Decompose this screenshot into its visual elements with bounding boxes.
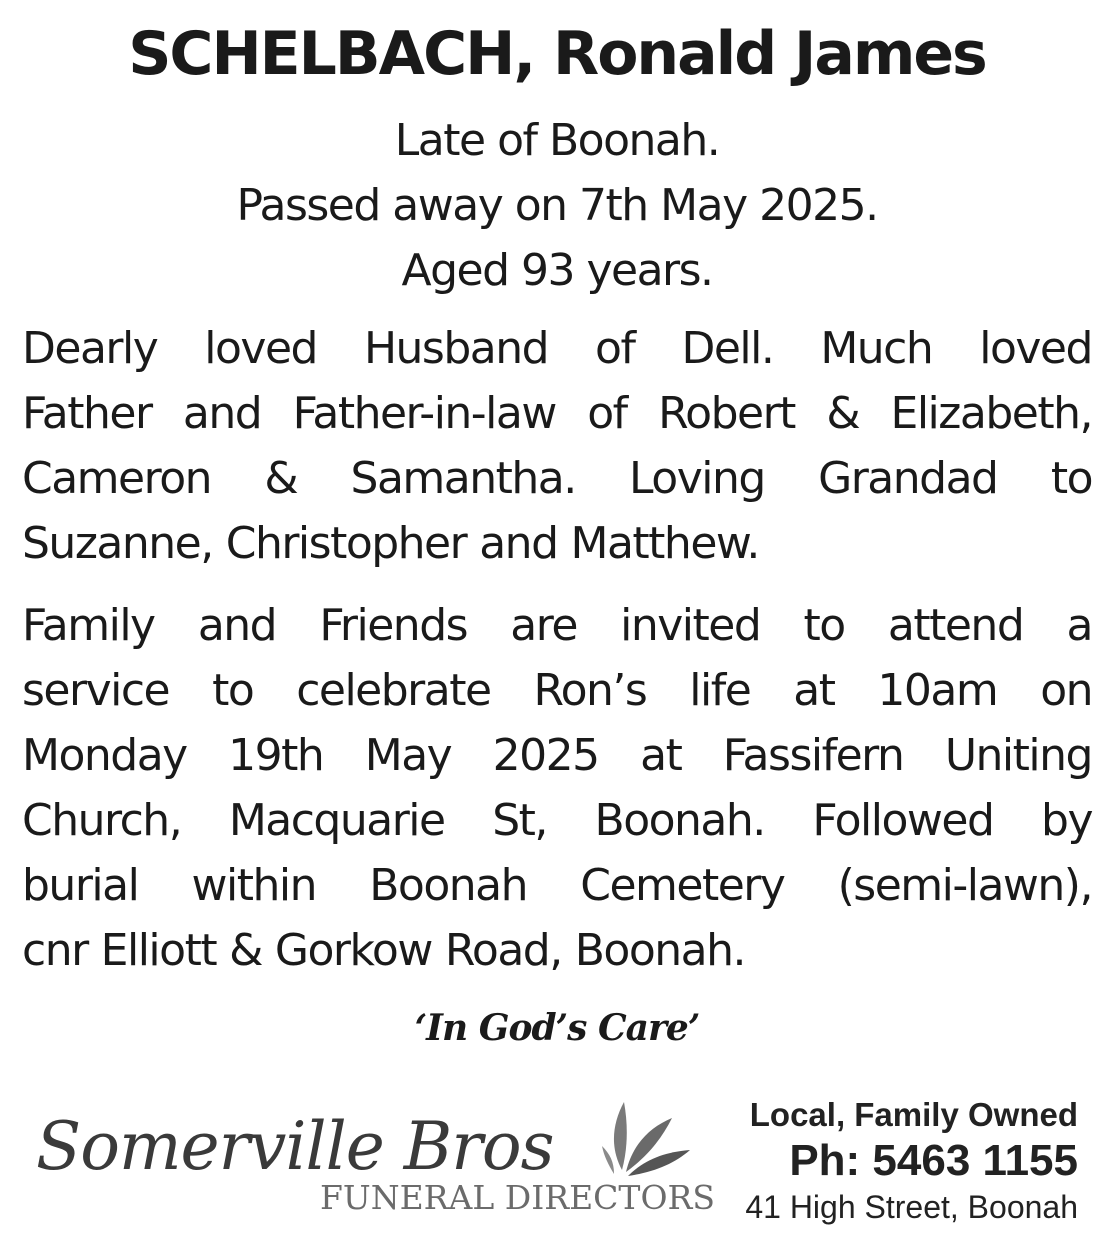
deceased-name: SCHELBACH, Ronald James — [128, 19, 986, 89]
word: Family — [22, 600, 155, 651]
word: Husband — [363, 323, 549, 374]
word: celebrate — [296, 665, 491, 716]
word: Church, — [22, 795, 182, 846]
word: attend — [887, 600, 1024, 651]
funeral-director-logo — [30, 1098, 715, 1228]
word: Samantha. — [350, 453, 576, 504]
word: at — [793, 665, 835, 716]
service-paragraph — [22, 593, 1092, 983]
word: cnr — [22, 925, 88, 976]
word: Loving — [629, 453, 765, 504]
word: and — [182, 388, 262, 439]
word: Uniting — [944, 730, 1092, 781]
phone-number: Ph: 5463 1155 — [789, 1136, 1078, 1185]
word: 19th — [228, 730, 324, 781]
word: Cemetery — [580, 860, 785, 911]
word: life — [689, 665, 751, 716]
family-line — [22, 511, 1092, 576]
word: of — [595, 323, 635, 374]
service-line — [22, 918, 1092, 983]
verse-line: ‘In God’s Care’ — [414, 1007, 700, 1049]
contact-block — [698, 1094, 1078, 1228]
word: burial — [22, 860, 139, 911]
word: Dell. — [681, 323, 774, 374]
word: Cameron — [22, 453, 212, 504]
word: and — [479, 518, 558, 569]
word: to — [212, 665, 254, 716]
word: Matthew. — [570, 518, 759, 569]
word: 2025 — [492, 730, 599, 781]
family-line — [22, 316, 1092, 381]
word: to — [803, 600, 845, 651]
word: Boonah. — [594, 795, 765, 846]
logo-name: Somerville Bros — [36, 1108, 554, 1185]
word: to — [1050, 453, 1092, 504]
word: Road, — [444, 925, 562, 976]
word: & — [229, 925, 262, 976]
word: & — [264, 453, 298, 504]
service-line — [22, 723, 1092, 788]
word: 10am — [877, 665, 998, 716]
word: Suzanne, — [22, 518, 213, 569]
family-line — [22, 446, 1092, 511]
word: at — [640, 730, 682, 781]
word: invited — [620, 600, 761, 651]
logo-subtitle: FUNERAL DIRECTORS — [320, 1178, 715, 1217]
word: St, — [492, 795, 547, 846]
word: Grandad — [818, 453, 998, 504]
word: Much — [820, 323, 933, 374]
service-line — [22, 593, 1092, 658]
word: Boonah. — [574, 925, 745, 976]
leaf-swash-icon — [602, 1098, 692, 1178]
word: Boonah — [369, 860, 527, 911]
word: & — [826, 388, 860, 439]
word: May — [364, 730, 452, 781]
intro-block — [0, 108, 1114, 303]
word: Christopher — [225, 518, 467, 569]
word: loved — [979, 323, 1092, 374]
word: within — [191, 860, 317, 911]
word: (semi-lawn), — [837, 860, 1092, 911]
word: of — [587, 388, 627, 439]
word: Father — [22, 388, 152, 439]
family-paragraph — [22, 316, 1092, 576]
word: loved — [204, 323, 317, 374]
word: Elliott — [100, 925, 217, 976]
service-line — [22, 658, 1092, 723]
word: Ron’s — [533, 665, 647, 716]
word: Father-in-law — [292, 388, 556, 439]
word: Fassifern — [722, 730, 904, 781]
word: on — [1040, 665, 1092, 716]
word: and — [197, 600, 277, 651]
word: Dearly — [22, 323, 158, 374]
word: Robert — [658, 388, 795, 439]
age-line: Aged 93 years. — [401, 245, 713, 296]
passing-date-line: Passed away on 7th May 2025. — [236, 180, 878, 231]
family-line — [22, 381, 1092, 446]
tagline: Local, Family Owned — [749, 1096, 1078, 1133]
word: a — [1066, 600, 1092, 651]
word: are — [510, 600, 577, 651]
word: Monday — [22, 730, 187, 781]
service-line — [22, 788, 1092, 853]
word: Macquarie — [228, 795, 445, 846]
street-address: 41 High Street, Boonah — [745, 1189, 1078, 1225]
word: Followed — [812, 795, 994, 846]
word: service — [22, 665, 170, 716]
word: Gorkow — [274, 925, 432, 976]
service-line — [22, 853, 1092, 918]
word: Friends — [319, 600, 468, 651]
residence-line: Late of Boonah. — [394, 115, 720, 166]
word: by — [1041, 795, 1092, 846]
word: Elizabeth, — [890, 388, 1092, 439]
